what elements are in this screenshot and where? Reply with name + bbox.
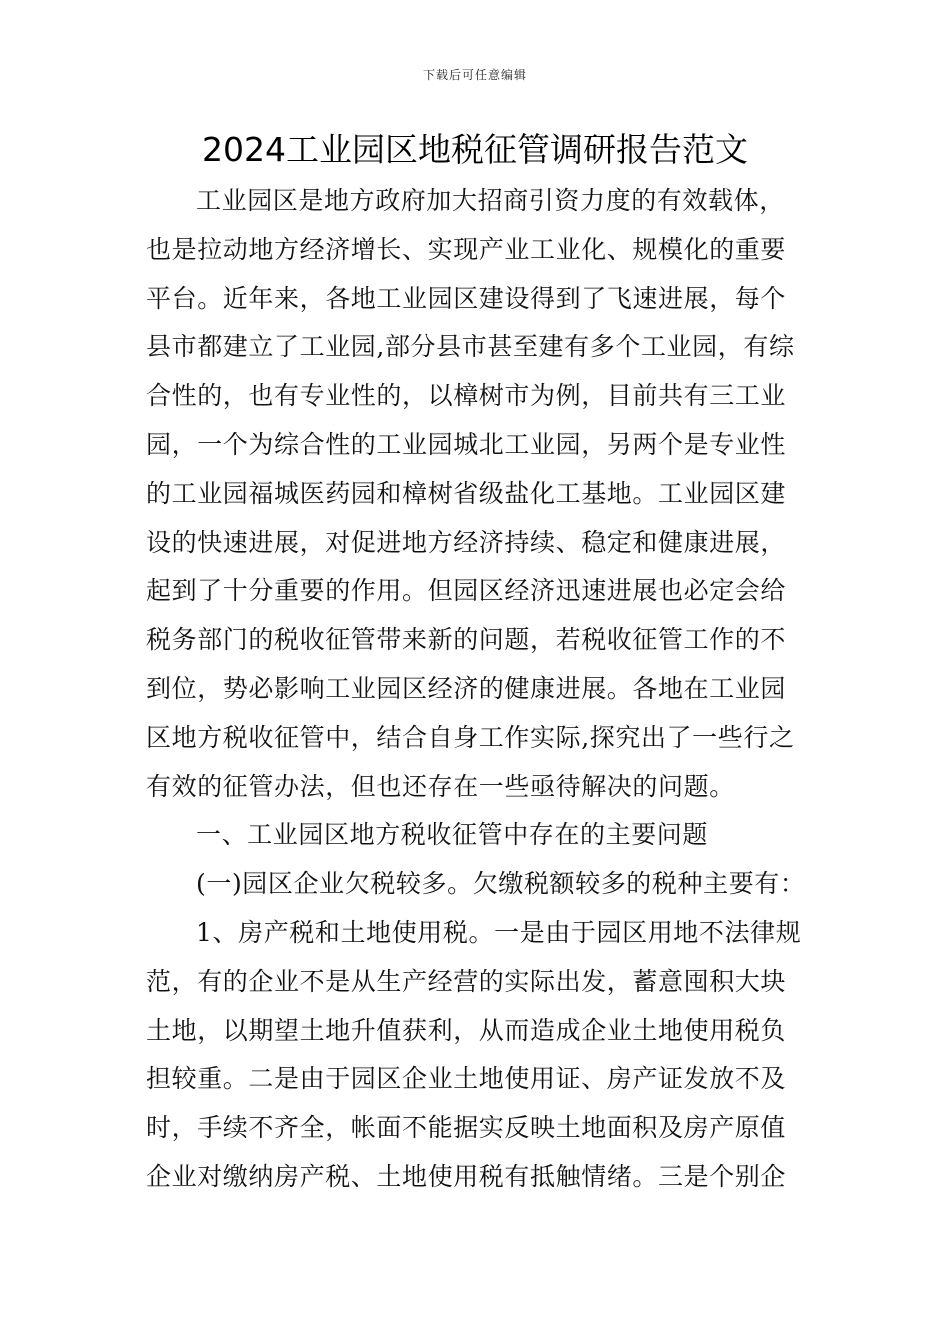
text-line: 企业对缴纳房产税、土地使用税有抵触情绪。三是个别企 — [146, 1161, 787, 1191]
text-line: 税务部门的税收征管带来新的问题，若税收征管工作的不 — [146, 625, 787, 655]
text-line: (一)园区企业欠税较多。欠缴税额较多的税种主要有： — [196, 869, 806, 899]
document-title: 2024工业园区地税征管调研报告范文 — [202, 130, 748, 169]
text-line: 设的快速进展，对促进地方经济持续、稳定和健康进展， — [146, 527, 787, 557]
text-line: 有效的征管办法，但也还存在一些亟待解决的问题。 — [146, 771, 735, 801]
text-line: 到位，势必影响工业园区经济的健康进展。各地在工业园 — [146, 673, 787, 703]
header-note: 下载后可任意编辑 — [422, 68, 527, 82]
text-line: 时，手续不齐全，帐面不能据实反映土地面积及房产原值 — [146, 1113, 787, 1143]
text-line: 一、工业园区地方税收征管中存在的主要问题 — [196, 820, 709, 850]
text-line: 工业园区是地方政府加大招商引资力度的有效载体， — [196, 186, 785, 215]
document-body — [146, 177, 808, 1202]
text-line: 1、房产税和土地使用税。一是由于园区用地不法律规 — [196, 917, 802, 947]
text-line: 范，有的企业不是从生产经营的实际出发，蓄意囤积大块 — [146, 966, 787, 996]
text-line: 起到了十分重要的作用。但园区经济迅速进展也必定会给 — [146, 576, 787, 606]
text-line: 平台。近年来，各地工业园区建设得到了飞速进展，每个 — [146, 283, 787, 313]
text-line: 土地，以期望土地升值获利，从而造成企业土地使用税负 — [146, 1015, 787, 1045]
text-line: 合性的，也有专业性的，以樟树市为例，目前共有三工业 — [146, 381, 787, 411]
text-line: 县市都建立了工业园,部分县市甚至建有多个工业园，有综 — [146, 332, 795, 362]
text-line: 园，一个为综合性的工业园城北工业园，另两个是专业性 — [146, 429, 787, 459]
text-line: 区地方税收征管中，结合自身工作实际,探究出了一些行之 — [146, 722, 795, 752]
text-line: 也是拉动地方经济增长、实现产业工业化、规模化的重要 — [146, 234, 787, 264]
text-line: 担较重。二是由于园区企业土地使用证、房产证发放不及 — [146, 1064, 787, 1094]
text-line: 的工业园福城医药园和樟树省级盐化工基地。工业园区建 — [146, 478, 787, 508]
